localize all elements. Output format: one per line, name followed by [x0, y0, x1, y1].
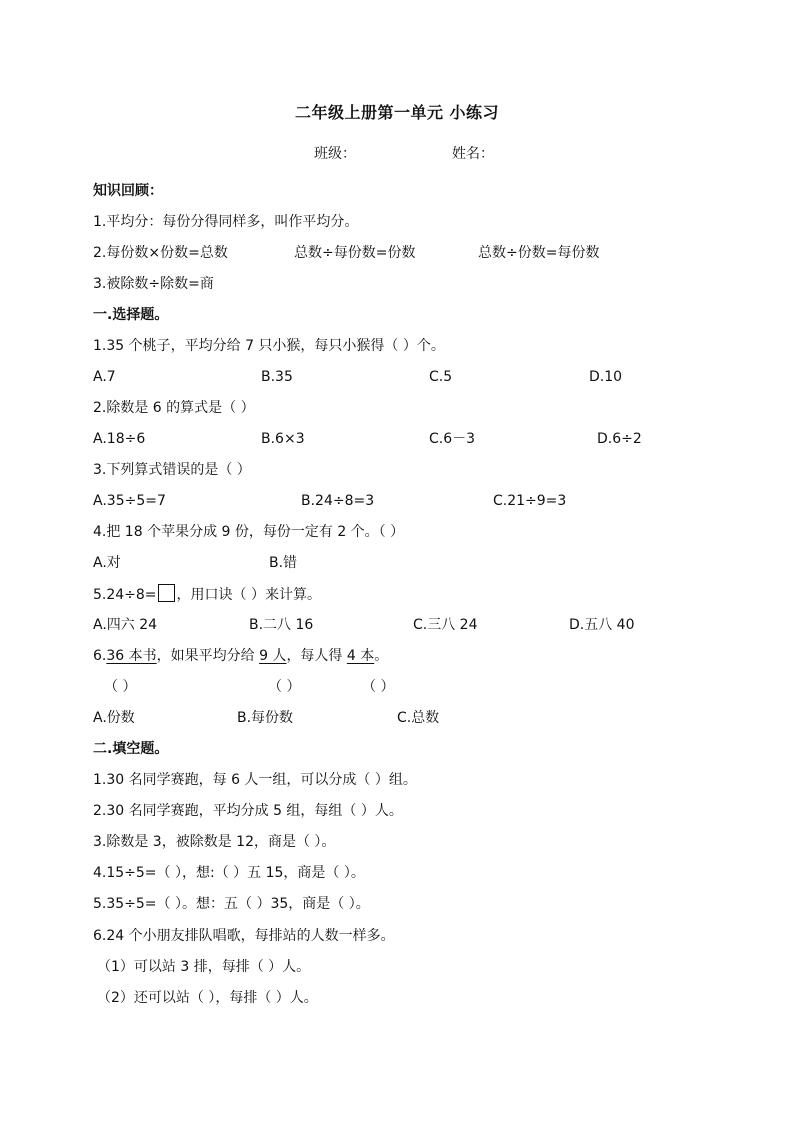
s1-q4-option-a: A.对 [93, 555, 121, 571]
review-heading: 知识回顾： [93, 183, 163, 199]
s1-q5-option-c: C.三八 24 [413, 617, 478, 633]
s1-question-3: 3.下列算式错误的是（ ） [93, 462, 251, 478]
s1-q1-option-d: D.10 [589, 369, 623, 385]
s1-q5-option-a: A.四六 24 [93, 617, 158, 633]
s2-question-6-part-1: （1）可以站 3 排，每排（ ）人。 [97, 959, 311, 975]
s2-question-1: 1.30 名同学赛跑，每 6 人一组，可以分成（ ）组。 [93, 772, 417, 788]
s1-q3-option-c: C.21÷9=3 [493, 493, 567, 509]
s1-q6-blank-1: （ ） [104, 679, 137, 695]
s1-q2-option-a: A.18÷6 [93, 431, 146, 447]
s1-q6-blank-3: （ ） [362, 679, 395, 695]
review-item-2b: 总数÷每份数=份数 [294, 245, 416, 261]
s1-q2-option-b: B.6×3 [261, 431, 305, 447]
review-item-2a: 2.每份数×份数=总数 [93, 245, 228, 261]
s1-question-1: 1.35 个桃子，平均分给 7 只小猴，每只小猴得（ ）个。 [93, 338, 445, 354]
s1-q3-option-a: A.35÷5=7 [93, 493, 166, 509]
section1-heading: 一.选择题。 [93, 307, 169, 323]
review-item-1: 1.平均分：每份分得同样多，叫作平均分。 [93, 214, 359, 230]
s1-q4-option-b: B.错 [269, 555, 298, 571]
review-item-2c: 总数÷份数=每份数 [478, 245, 600, 261]
name-label: 姓名： [452, 146, 494, 162]
s1-q2-option-d: D.6÷2 [597, 431, 642, 447]
s1-question-4: 4.把 18 个苹果分成 9 份，每份一定有 2 个。（ ） [93, 524, 405, 540]
s2-question-6-part-2: （2）还可以站（ ），每排（ ）人。 [97, 990, 318, 1006]
s1-question-6 [93, 646, 388, 666]
s1-q5-option-d: D.五八 40 [569, 617, 635, 633]
s1-q5-option-b: B.二八 16 [249, 617, 314, 633]
s1-q1-option-b: B.35 [261, 369, 293, 385]
s1-q3-option-b: B.24÷8=3 [301, 493, 375, 509]
s2-question-3: 3.除数是 3，被除数是 12，商是（ ）。 [93, 834, 336, 850]
s2-question-6: 6.24 个小朋友排队唱歌，每排站的人数一样多。 [93, 928, 395, 944]
s2-question-5: 5.35÷5=（ ）。想：五（ ）35，商是（ ）。 [93, 896, 370, 912]
s1-q1-option-a: A.7 [93, 369, 116, 385]
class-label: 班级： [314, 146, 356, 162]
s1-question-2: 2.除数是 6 的算式是（ ） [93, 400, 255, 416]
s1-question-5 [93, 584, 321, 605]
s1-q6-option-c: C.总数 [397, 710, 440, 726]
s1-q6-underlined-parts: 9 人 [259, 648, 287, 664]
s1-q5-text-after: ，用口诀（ ）来计算。 [176, 587, 321, 603]
s2-question-4: 4.15÷5=（ ），想:（ ）五 15，商是（ ）。 [93, 865, 365, 881]
s1-q6-mid-2: ，每人得 [286, 648, 347, 664]
s1-q6-underlined-total: 36 本书 [106, 648, 157, 664]
section2-heading: 二.填空题。 [93, 741, 169, 757]
s1-q1-option-c: C.5 [429, 369, 453, 385]
s1-q6-option-b: B.每份数 [237, 710, 294, 726]
s1-q6-underlined-each: 4 本 [346, 648, 375, 664]
s1-q6-prefix: 6. [93, 648, 107, 664]
s1-q5-text-before: 5.24÷8= [93, 587, 157, 603]
s1-q6-option-a: A.份数 [93, 710, 135, 726]
answer-box [158, 584, 175, 602]
s1-q6-mid-1: ，如果平均分给 [156, 648, 260, 664]
s1-q2-option-c: C.6－3 [429, 431, 476, 447]
s1-q6-blank-2: （ ） [268, 679, 301, 695]
s1-q6-suffix: 。 [374, 648, 389, 664]
s2-question-2: 2.30 名同学赛跑，平均分成 5 组，每组（ ）人。 [93, 803, 403, 819]
review-item-3: 3.被除数÷除数=商 [93, 276, 214, 292]
page-title: 二年级上册第一单元 小练习 [294, 103, 500, 122]
